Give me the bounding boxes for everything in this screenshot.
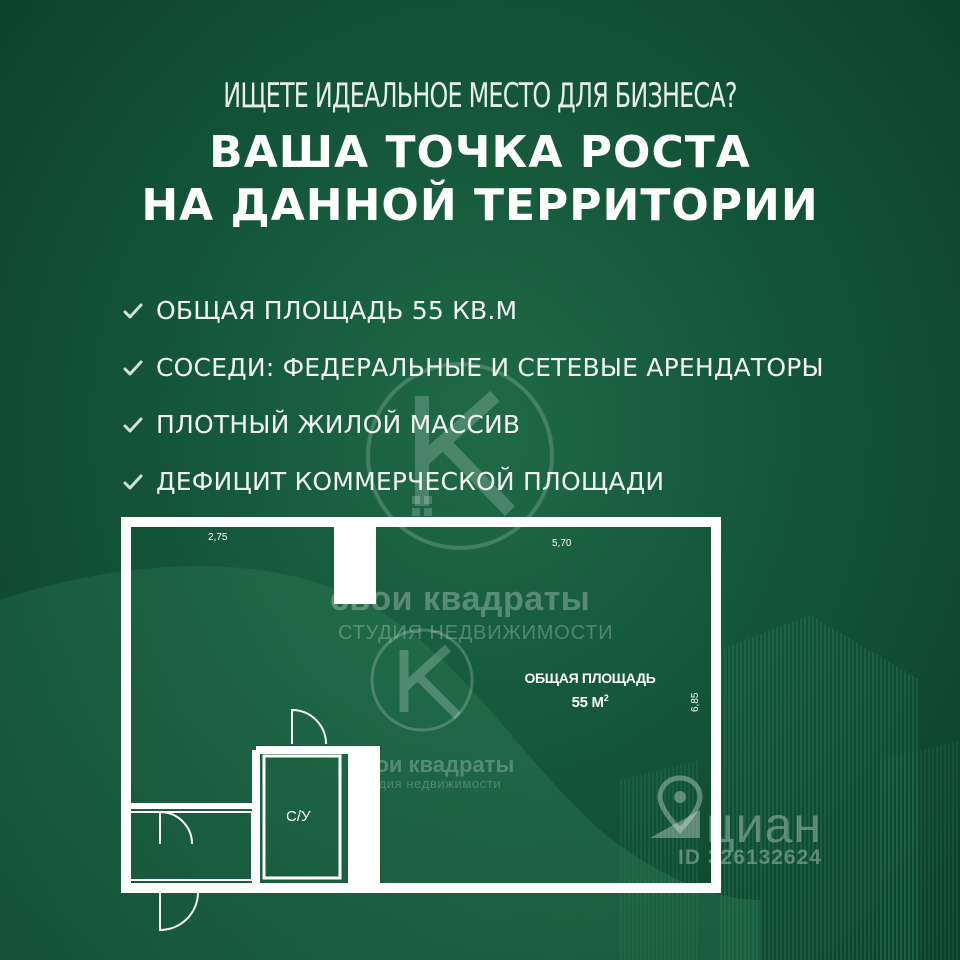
brand-watermark-small: свои квадраты [350,752,515,777]
brand-tagline-watermark-small: студия недвижимости [358,776,502,791]
eyebrow-question: ИЩЕТЕ ИДЕАЛЬНОЕ МЕСТО ДЛЯ БИЗНЕСА? [223,76,737,116]
feature-text: СОСЕДИ: ФЕДЕРАЛЬНЫЕ И СЕТЕВЫЕ АРЕНДАТОРЫ [156,353,824,382]
brand-watermark: свои квадраты [330,580,591,618]
headline-line-2: НА ДАННОЙ ТЕРРИТОРИИ [141,180,819,231]
feature-text: ДЕФИЦИТ КОММЕРЧЕСКОЙ ПЛОЩАДИ [156,467,665,496]
brand-tagline-watermark: СТУДИЯ НЕДВИЖИМОСТИ [338,622,614,644]
area-value-text: 55 М [571,694,604,711]
dimension-top-right: 5,70 [552,538,572,549]
total-area-label [520,668,660,713]
k-logo-icon [372,630,472,730]
bathroom-label: С/У [286,808,311,825]
dimension-right: 6,85 [690,692,701,712]
location-pin-icon [650,778,700,838]
headline-line-1: ВАША ТОЧКА РОСТА [209,127,751,178]
total-area-value [520,688,660,713]
listing-id-watermark: ID 326132624 [678,846,822,869]
area-unit-sup: 2 [603,693,609,703]
listing-site-watermark: циан [706,797,822,853]
feature-text: ПЛОТНЫЙ ЖИЛОЙ МАССИВ [156,410,521,439]
dimension-top-left: 2,75 [208,532,228,543]
feature-text: ОБЩАЯ ПЛОЩАДЬ 55 КВ.М [156,296,518,325]
total-area-caption: ОБЩАЯ ПЛОЩАДЬ [524,670,656,686]
